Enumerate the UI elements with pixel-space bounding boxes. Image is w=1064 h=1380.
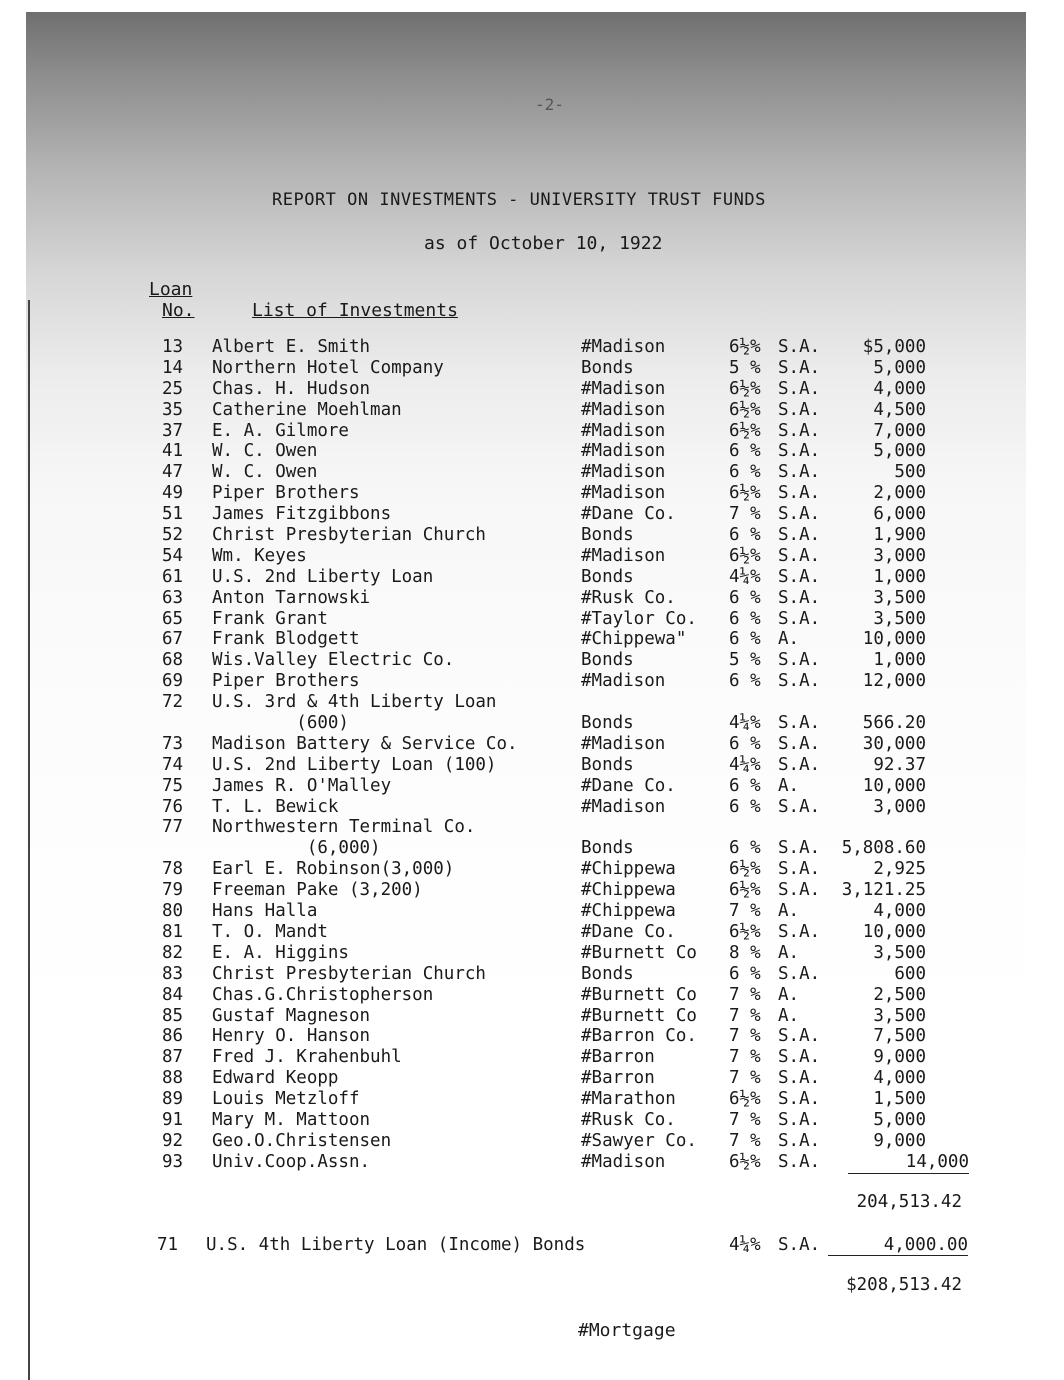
payment-term: S.A. — [778, 337, 821, 357]
amount: $5,000 — [862, 337, 926, 357]
amount: 1,000 — [873, 650, 926, 671]
payment-term: S.A. — [778, 963, 821, 984]
payment-term: S.A. — [778, 1130, 821, 1151]
table-row — [0, 880, 1064, 901]
payment-term: S.A. — [778, 1109, 821, 1130]
location: Bonds — [581, 650, 634, 671]
loan-number: 13 — [162, 337, 184, 357]
footnote-mortgage: #Mortgage — [578, 1320, 676, 1341]
amount: 30,000 — [862, 733, 926, 754]
table-row — [0, 546, 1064, 567]
location: #Burnett Co — [581, 984, 697, 1005]
loan-number: 76 — [162, 796, 184, 817]
location: #Sawyer Co. — [581, 1130, 697, 1151]
investment-name: W. C. Owen — [212, 441, 318, 462]
investment-name: Christ Presbyterian Church — [212, 963, 486, 984]
interest-rate: 6 % — [729, 733, 761, 754]
payment-term: S.A. — [778, 671, 821, 692]
table-row — [0, 1089, 1064, 1110]
loan-number: 77 — [162, 817, 184, 838]
table-row — [0, 901, 1064, 922]
interest-rate: 6½% — [729, 859, 761, 880]
amount: 2,500 — [873, 984, 926, 1005]
interest-rate: 6½% — [729, 1089, 761, 1110]
amount: 10,000 — [862, 629, 926, 650]
payment-term: S.A. — [778, 1068, 821, 1089]
amount: 7,500 — [873, 1026, 926, 1047]
payment-term: A. — [778, 984, 800, 1005]
table-row — [0, 817, 1064, 838]
payment-term: A. — [778, 1005, 800, 1026]
interest-rate: 7 % — [729, 1047, 761, 1068]
interest-rate: 6 % — [729, 963, 761, 984]
investment-name: U.S. 4th Liberty Loan (Income) Bonds — [206, 1235, 586, 1255]
table-row — [0, 1068, 1064, 1089]
table-row — [0, 713, 1064, 734]
location: #Madison — [581, 796, 666, 817]
loan-number: 93 — [162, 1151, 184, 1172]
loan-number: 87 — [162, 1047, 184, 1068]
loan-number: 83 — [162, 963, 184, 984]
location: #Madison — [581, 337, 666, 357]
interest-rate: 6½% — [729, 483, 761, 504]
table-row — [0, 504, 1064, 525]
payment-term: A. — [778, 942, 800, 963]
payment-term: A. — [778, 901, 800, 922]
loan-number: 54 — [162, 545, 184, 566]
payment-term: S.A. — [778, 545, 821, 566]
amount: 500 — [894, 462, 926, 483]
interest-rate: 6½% — [729, 337, 761, 357]
amount: 12,000 — [862, 671, 926, 692]
location: #Burnett Co — [581, 942, 697, 963]
payment-term: S.A. — [778, 1026, 821, 1047]
loan-number: 79 — [162, 880, 184, 901]
interest-rate: 6½% — [729, 545, 761, 566]
location: #Dane Co. — [581, 775, 676, 796]
table-row — [0, 421, 1064, 442]
loan-number: 37 — [162, 420, 184, 441]
location: #Chippewa — [581, 859, 676, 880]
amount: 6,000 — [873, 504, 926, 525]
interest-rate: 7 % — [729, 901, 761, 922]
loan-number: 63 — [162, 587, 184, 608]
loan-number: 52 — [162, 525, 184, 546]
location: #Chippewa — [581, 901, 676, 922]
location: #Madison — [581, 733, 666, 754]
amount: 2,000 — [873, 483, 926, 504]
location: #Madison — [581, 399, 666, 420]
table-row — [0, 797, 1064, 818]
interest-rate: 7 % — [729, 1005, 761, 1026]
amount: 4,000 — [873, 1068, 926, 1089]
location: #Marathon — [581, 1089, 676, 1110]
investment-name: (600) — [212, 713, 349, 734]
interest-rate: 8 % — [729, 942, 761, 963]
loan-number: 89 — [162, 1089, 184, 1110]
amount: 4,000 — [873, 901, 926, 922]
payment-term: S.A. — [778, 859, 821, 880]
amount: 10,000 — [862, 921, 926, 942]
loan-number: 72 — [162, 692, 184, 713]
investment-name: U.S. 2nd Liberty Loan — [212, 566, 434, 587]
location: #Madison — [581, 462, 666, 483]
payment-term: S.A. — [778, 525, 821, 546]
investment-name: Wm. Keyes — [212, 545, 307, 566]
investment-name: U.S. 3rd & 4th Liberty Loan — [212, 692, 497, 713]
table-row — [0, 755, 1064, 776]
loan-number: 41 — [162, 441, 184, 462]
location: #Madison — [581, 671, 666, 692]
payment-term: S.A. — [778, 566, 821, 587]
payment-term: S.A. — [778, 441, 821, 462]
table-row — [0, 1152, 1064, 1173]
interest-rate: 5 % — [729, 357, 761, 378]
amount: 14,000 — [848, 1152, 969, 1174]
amount: 5,000 — [873, 441, 926, 462]
loan-number: 47 — [162, 462, 184, 483]
amount: 1,500 — [873, 1089, 926, 1110]
investment-name: James Fitzgibbons — [212, 504, 392, 525]
location: #Barron — [581, 1068, 655, 1089]
interest-rate: 6 % — [729, 775, 761, 796]
location: Bonds — [581, 357, 634, 378]
investment-name: Edward Keopp — [212, 1068, 339, 1089]
loan-number: 80 — [162, 901, 184, 922]
payment-term: S.A. — [778, 880, 821, 901]
grand-total: $208,513.42 — [846, 1275, 962, 1295]
interest-rate: 7 % — [729, 1130, 761, 1151]
location: Bonds — [581, 838, 634, 859]
amount: 3,000 — [873, 796, 926, 817]
investment-name: Madison Battery & Service Co. — [212, 733, 518, 754]
table-row — [0, 441, 1064, 462]
loan-number: 75 — [162, 775, 184, 796]
payment-term: A. — [778, 775, 800, 796]
interest-rate: 6 % — [729, 629, 761, 650]
interest-rate: 6 % — [729, 525, 761, 546]
loan-number: 69 — [162, 671, 184, 692]
amount: 5,808.60 — [841, 838, 926, 859]
loan-number: 78 — [162, 859, 184, 880]
location: Bonds — [581, 525, 634, 546]
amount: 3,500 — [873, 587, 926, 608]
investment-name: Geo.O.Christensen — [212, 1130, 392, 1151]
table-row — [0, 985, 1064, 1006]
amount: 7,000 — [873, 420, 926, 441]
loan-number: 49 — [162, 483, 184, 504]
payment-term: S.A. — [778, 462, 821, 483]
location: #Barron — [581, 1047, 655, 1068]
payment-term: S.A. — [778, 587, 821, 608]
investment-name: Mary M. Mattoon — [212, 1109, 371, 1130]
table-row — [0, 776, 1064, 797]
location: #Madison — [581, 441, 666, 462]
payment-term: S.A. — [778, 754, 821, 775]
interest-rate: 7 % — [729, 1109, 761, 1130]
location: Bonds — [581, 713, 634, 734]
loan-number: 73 — [162, 733, 184, 754]
payment-term: S.A. — [778, 796, 821, 817]
table-row — [0, 379, 1064, 400]
loan-number: 85 — [162, 1005, 184, 1026]
amount: 5,000 — [873, 357, 926, 378]
report-title: REPORT ON INVESTMENTS - UNIVERSITY TRUST FUNDS — [272, 190, 766, 210]
investment-name: James R. O'Malley — [212, 775, 392, 796]
loan-number: 92 — [162, 1130, 184, 1151]
investment-name: Chas. H. Hudson — [212, 378, 371, 399]
column-header-no: No. — [162, 300, 195, 321]
payment-term: S.A. — [778, 399, 821, 420]
payment-term: S.A. — [778, 1047, 821, 1068]
amount: 600 — [894, 963, 926, 984]
interest-rate: 6 % — [729, 796, 761, 817]
location: #Dane Co. — [581, 921, 676, 942]
investment-name: E. A. Gilmore — [212, 420, 349, 441]
investment-name: T. L. Bewick — [212, 796, 339, 817]
loan-number: 68 — [162, 650, 184, 671]
location: #Dane Co. — [581, 504, 676, 525]
table-row — [0, 922, 1064, 943]
interest-rate: 7 % — [729, 984, 761, 1005]
table-row — [0, 567, 1064, 588]
payment-term: S.A. — [778, 357, 821, 378]
table-row — [0, 692, 1064, 713]
interest-rate: 6 % — [729, 838, 761, 859]
loan-number: 14 — [162, 357, 184, 378]
table-row — [0, 462, 1064, 483]
interest-rate: 6½% — [729, 378, 761, 399]
investment-name: W. C. Owen — [212, 462, 318, 483]
interest-rate: 6½% — [729, 1151, 761, 1172]
page-number: -2- — [535, 95, 564, 114]
loan-number: 86 — [162, 1026, 184, 1047]
loan-number: 81 — [162, 921, 184, 942]
amount: 5,000 — [873, 1109, 926, 1130]
investment-name: E. A. Higgins — [212, 942, 349, 963]
table-row — [0, 671, 1064, 692]
payment-term: S.A. — [778, 1089, 821, 1110]
interest-rate: 6½% — [729, 420, 761, 441]
amount: 1,000 — [873, 566, 926, 587]
table-row — [0, 483, 1064, 504]
table-row — [0, 943, 1064, 964]
location: #Rusk Co. — [581, 587, 676, 608]
loan-number: 91 — [162, 1109, 184, 1130]
interest-rate: 4¼% — [729, 566, 761, 587]
payment-term: S.A. — [778, 608, 821, 629]
investment-name: Gustaf Magneson — [212, 1005, 371, 1026]
payment-term: S.A. — [778, 650, 821, 671]
investment-name: Chas.G.Christopherson — [212, 984, 434, 1005]
loan-number: 84 — [162, 984, 184, 1005]
loan-number: 74 — [162, 754, 184, 775]
loan-number: 67 — [162, 629, 184, 650]
table-row — [0, 337, 1064, 358]
investment-name: T. O. Mandt — [212, 921, 328, 942]
investment-name: Catherine Moehlman — [212, 399, 402, 420]
investment-name: Louis Metzloff — [212, 1089, 360, 1110]
investment-name: (6,000) — [212, 838, 381, 859]
investment-name: Christ Presbyterian Church — [212, 525, 486, 546]
interest-rate: 4¼% — [729, 754, 761, 775]
investment-name: Univ.Coop.Assn. — [212, 1151, 371, 1172]
location: #Chippewa — [581, 880, 676, 901]
investment-name: Northwestern Terminal Co. — [212, 817, 476, 838]
location: #Chippewa" — [581, 629, 687, 650]
subtotal: 204,513.42 — [856, 1192, 962, 1212]
investment-name: U.S. 2nd Liberty Loan (100) — [212, 754, 497, 775]
table-row — [0, 1006, 1064, 1027]
table-row — [0, 964, 1064, 985]
table-row — [0, 1047, 1064, 1068]
payment-term: S.A. — [778, 713, 821, 734]
payment-term: S.A. — [778, 420, 821, 441]
interest-rate: 6½% — [729, 880, 761, 901]
location: #Madison — [581, 420, 666, 441]
interest-rate: 6 % — [729, 441, 761, 462]
loan-number: 71 — [157, 1235, 179, 1255]
payment-term: S.A. — [778, 838, 821, 859]
amount: 3,500 — [873, 942, 926, 963]
interest-rate: 6 % — [729, 587, 761, 608]
interest-rate: 7 % — [729, 1026, 761, 1047]
investment-name: Henry O. Hanson — [212, 1026, 371, 1047]
table-row — [0, 400, 1064, 421]
payment-term: S.A. — [778, 921, 821, 942]
payment-term: S.A. — [778, 483, 821, 504]
loan-number: 82 — [162, 942, 184, 963]
location: #Barron Co. — [581, 1026, 697, 1047]
report-date: as of October 10, 1922 — [424, 233, 663, 254]
investment-name: Anton Tarnowski — [212, 587, 371, 608]
table-row — [0, 859, 1064, 880]
interest-rate: 4¼% — [729, 1235, 761, 1255]
table-row — [0, 734, 1064, 755]
investment-name: Freeman Pake (3,200) — [212, 880, 423, 901]
table-row — [0, 650, 1064, 671]
interest-rate: 7 % — [729, 504, 761, 525]
table-row — [0, 1110, 1064, 1131]
investment-name: Frank Grant — [212, 608, 328, 629]
amount: 3,500 — [873, 608, 926, 629]
location: Bonds — [581, 963, 634, 984]
amount: 2,925 — [873, 859, 926, 880]
loan-number: 51 — [162, 504, 184, 525]
investment-name: Fred J. Krahenbuhl — [212, 1047, 402, 1068]
location: #Rusk Co. — [581, 1109, 676, 1130]
payment-term: S.A. — [778, 504, 821, 525]
payment-term: S.A. — [778, 1151, 821, 1172]
amount: 9,000 — [873, 1047, 926, 1068]
table-row — [0, 588, 1064, 609]
investment-name: Albert E. Smith — [212, 337, 371, 357]
amount: 92.37 — [873, 754, 926, 775]
payment-term: S.A. — [778, 733, 821, 754]
payment-term: S.A. — [778, 1235, 821, 1255]
interest-rate: 7 % — [729, 1068, 761, 1089]
investment-name: Earl E. Robinson(3,000) — [212, 859, 455, 880]
location: #Burnett Co — [581, 1005, 697, 1026]
interest-rate: 6½% — [729, 921, 761, 942]
amount: 3,121.25 — [841, 880, 926, 901]
loan-number: 25 — [162, 378, 184, 399]
table-row — [0, 358, 1064, 379]
interest-rate: 6 % — [729, 608, 761, 629]
table-row — [0, 525, 1064, 546]
location: #Madison — [581, 545, 666, 566]
amount: 3,000 — [873, 545, 926, 566]
investment-name: Frank Blodgett — [212, 629, 360, 650]
amount: 4,000.00 — [828, 1235, 968, 1256]
column-header-list: List of Investments — [252, 300, 458, 321]
interest-rate: 4¼% — [729, 713, 761, 734]
amount: 3,500 — [873, 1005, 926, 1026]
amount: 1,900 — [873, 525, 926, 546]
table-row — [0, 629, 1064, 650]
column-header-loan: Loan — [149, 279, 193, 300]
amount: 4,000 — [873, 378, 926, 399]
table-row — [0, 838, 1064, 859]
investment-name: Hans Halla — [212, 901, 318, 922]
payment-term: A. — [778, 629, 800, 650]
loan-number: 65 — [162, 608, 184, 629]
interest-rate: 6 % — [729, 671, 761, 692]
loan-number: 35 — [162, 399, 184, 420]
payment-term: S.A. — [778, 378, 821, 399]
amount: 9,000 — [873, 1130, 926, 1151]
investment-table — [0, 337, 1064, 1173]
interest-rate: 6½% — [729, 399, 761, 420]
table-row — [0, 1131, 1064, 1152]
investment-name: Wis.Valley Electric Co. — [212, 650, 455, 671]
table-row — [0, 609, 1064, 630]
amount: 10,000 — [862, 775, 926, 796]
location: Bonds — [581, 754, 634, 775]
location: Bonds — [581, 566, 634, 587]
loan-number: 61 — [162, 566, 184, 587]
amount: 4,500 — [873, 399, 926, 420]
location: #Madison — [581, 483, 666, 504]
interest-rate: 6 % — [729, 462, 761, 483]
investment-name: Piper Brothers — [212, 483, 360, 504]
location: #Madison — [581, 1151, 666, 1172]
loan-number: 88 — [162, 1068, 184, 1089]
location: #Taylor Co. — [581, 608, 697, 629]
table-row — [0, 1026, 1064, 1047]
interest-rate: 5 % — [729, 650, 761, 671]
investment-name: Northern Hotel Company — [212, 357, 444, 378]
amount: 566.20 — [862, 713, 926, 734]
location: #Madison — [581, 378, 666, 399]
investment-name: Piper Brothers — [212, 671, 360, 692]
